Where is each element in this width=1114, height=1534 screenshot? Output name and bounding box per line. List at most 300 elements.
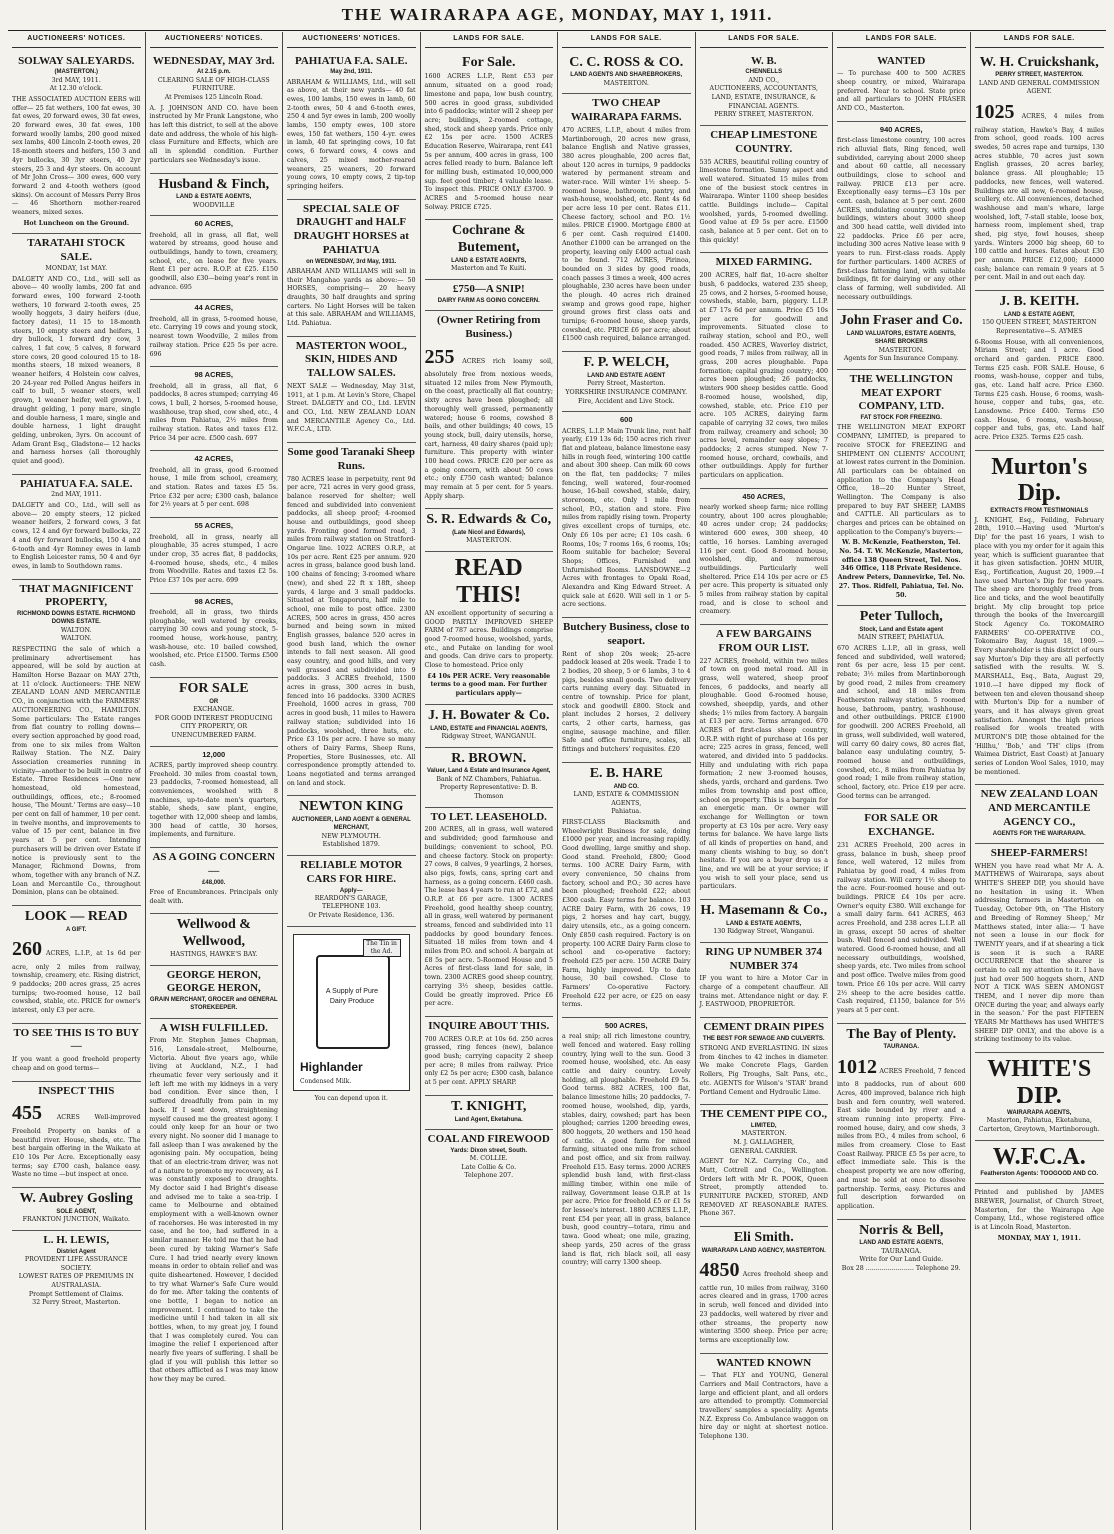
ad-line: Ridgway Street, WANGANUI. [441,732,536,740]
ad-line: 150 QUEEN STREET, MASTERTON [981,319,1097,327]
ad-body: ACRES, L.I.P., at 1s 6d per acre, only 2 miles from railway, township, creamery, etc. Rising district, 9 paddocks; 200 acres grass, 25 acres turnips; two-roomed house, 12 bail cowshed, stable, etc. PRICE for owner's interest, only £3 per acre. [12,950,141,1015]
ad-subtitle: (MASTERTON.) [54,69,99,76]
column-7 [833,32,971,1530]
ad-line: Established 1879. [322,841,380,849]
advertisement [837,52,966,122]
ad-acreage: 255 [424,345,455,368]
ad-body: AGENT for N.Z. Carrying Co., and Mutt, Cottrell and Co., Wellington. Orders left with Mr R. POOK, Queen Street, promptly attended to. FURNITURE PACKED, STORED, AND REMOVED AT REASONABLE RATES. Phone 367. [699,1158,828,1218]
ad-line: Write for Our Land Guide. [859,1256,944,1264]
ad-body: From Mr. Stephen James Chapman, 516, Lonsdale-street, Melbourne, Victoria. About five years ago, while living at Auckland, N.Z., I had rheumatic fever very seriously and it left left me with my kidneys in a very bad condition. Ever since then, I suffered dreadfully from pain in my back. If I sent down, straightening myself caused me the greatest agony. I could only keep for an hour or two every night. No sooner did I manage to fall asleep than I was awakened by the agonising pain. My occupation, being that of an electric-tram driver, was not of a nature to promote my recovery, as I was constantly exposed to draughts. My doctor said I had Bright's disease and advised me to take a sea-trip. I came to Melbourne and obtained employment with a well-known owner of racehorses. He was interested in my case, and he too, had suffered in a similar manner. He told me that he had been cured by taking Warner's Safe Cure. I had tried nearly every known means in order to obtain relief and was quite disheartened. However, I decided to try what Warner's Safe Cure would do for me. After taking the contents of one bottle, I began to notice an improvement. I continued to take the medicine until I had taken in all six bottles, when, to my great joy, I found that I was completely cured. You can imagine the relief I experienced after nearly five years of suffering. I shall be glad if you will publish this letter so that others afflicted as I was may know how they may be cured. [149,1037,278,1384]
advertisement [425,748,554,808]
ad-subtitle: WAIRARAPA LAND AGENCY, MASTERTON. [701,1247,826,1254]
advertisement [700,126,829,253]
ad-title: Some good Taranaki Sheep Runs. [287,446,415,472]
ad-title: 55 ACRES, [194,521,233,531]
ad-title: SOLWAY SALEYARDS. [18,54,135,67]
ad-line: PERRY STREET, MASTERTON. [714,111,814,119]
advertisement [425,220,554,280]
ad-title: 98 ACRES, [194,596,233,606]
advertisement [150,848,279,914]
column-heading: LANDS FOR SALE. [562,32,691,48]
ad-line: Late Collie & Co. [461,1163,517,1171]
column-6 [696,32,834,1530]
ad-body: ACRES, L.I.P. Main Trunk line, rent half yearly, £19 13s 6d; 150 acres rich river flat and plateau, balance limestone easy hills in rough feed, wintering 100 cattle and about 300 sheep. Can milk 60 cows on the flat, ten paddocks; 7 miles fencing, well watered, four-roomed house, 16-bail cowshed, stable, dairy, storeroom, etc. Only 1 mile from school, P.O., station and store. Five miles from rapidly rising town. Property gives excellent crops of turnips, etc. Only £6 10s per acre; £1 10s cash. 6 Rooms, 10s; 7 rooms 16s, 6 rooms, 10s; Room suitable for bachelor; Several Shops; Offices, Furnished and Unfurnished Rooms. LANSDOWNE—2 Acres with frontages to Opaki Road, Alexandra and King Edward Street. A quick sale at £620. Will sell in 1 or 5-acre sections. [562,427,691,609]
ad-title: 12,000 [202,749,226,759]
masthead [0,0,1114,30]
ad-subtitle: District Agent [56,1248,96,1255]
ad-title: READ THIS! [454,555,523,608]
ad-title: L. H. LEWIS, [43,1233,110,1246]
advertisement [287,927,416,1108]
ad-title: THAT MAGNIFICENT PROPERTY, [19,582,134,609]
ad-title: THE CEMENT PIPE CO., [700,1108,828,1121]
ad-title: RELIABLE MOTOR CARS FOR HIRE. [300,859,403,885]
masthead-rule [8,30,1106,31]
ad-line: Agents for Sun Insurance Company. [843,355,959,363]
advertisement [562,763,691,1018]
advertisement [425,1096,554,1130]
ad-title: John Fraser and Co. [839,313,963,329]
ad-body: freehold, all in grass, two thirds ploughable, well watered by creeks, carrying 30 cows and young stock, 5-roomed house, work-house, pantry, wash-house, etc. 10 bailed cowshed, woolshed, etc. Price £1500. Terms £500 cash. [149,608,278,669]
advertisement [287,200,416,337]
column-heading: AUCTIONEERS' NOTICES. [12,32,141,48]
advertisement [12,906,141,1024]
masthead-date: MONDAY, MAY 1, 1911. [571,5,773,24]
advertisement [837,1220,966,1279]
ad-title: MIXED FARMING. [715,256,812,269]
ad-title: (Owner Retiring from Business.) [437,314,541,340]
advertisement [425,52,554,221]
ad-title: Cochrane & Butement, [452,223,526,256]
ad-title: W. H. Cruickshank, [979,54,1099,70]
ad-line: 2nd MAY, 1911. [51,491,102,499]
ad-footer: W. B. McKenzie, Featherston, Tel. No. 54. T. W. McKenzie, Masterton, office 138 Queen Street, Tel. Nos. 346 Office, 118 Private Residence. Andrew Peters, Dannevirke, Tel. No. 27. Thos. Ridfell, Pahiatua, Tel. No. 50. [837,539,965,599]
ad-body: If you want a good freehold property cheap and on good terms— [12,1056,141,1072]
ad-body: 535 ACRES, beautiful rolling country of limestone formation. Sunny aspect and well watered. Situated 15 miles from one of the busiest stock centres in Wairarapa. Winter 1100 sheep besides cattle. Buildings include— Capital woolshed, yards, 5-roomed dwelling. Good value at £9 5s per acre. £1500 cash, balance at 5 per cent. Get on to this quickly! [699,158,828,244]
ad-subtitle: AUCTIONEER, LAND AGENT & GENERAL MERCHANT, [291,817,411,832]
ad-line: EXCHANGE. [193,705,235,713]
newspaper-columns [8,32,1108,1530]
advertisement [700,1354,829,1449]
ad-subtitle: (Late Nicol and Edwards), [452,530,526,537]
ad-subtitle: WAIRARAPA AGENTS, [1007,1109,1072,1116]
advertisement [700,943,829,1018]
ad-title: 940 ACRES, [879,124,923,134]
ad-line: 32 Perry Street, Masterton. [32,1299,121,1307]
ad-subtitle: CHENNELLS [745,69,783,76]
ad-line: Telephone 207. [464,1172,514,1180]
advertisement [700,900,829,943]
ad-body: 1600 ACRES L.I.P., Rent £53 per annum, situated on a good road; limestone and papa, low bush country, 500 acres in good grass, subdivided into 6 paddocks; winter will 2 sheep per acre; buildings, 2-roomed cottage, shed, stock and sheep yards. Price only £2 15s per acre. 1500 ACRES Education Reserve, Wairarapa, rent £41 5s per annum, 400 acres in grass, 100 acres felled ready to burn. Balance left for milling bush, estimated 10,000,000 sup. feet good timber; 4 valuable lease. To inspect this. PRICE ONLY £3700. 9 ACRES and 5-roomed house near Solway. PRICE £725. [424,73,553,211]
ad-line: NEW PLYMOUTH. [321,832,381,840]
advertisement [150,216,279,300]
ad-body: freehold, all in grass, good 6-roomed house, 1 mile from school, creamery, and station. Rates and taxes £5 5s. Price £32 per acre; £300 cash, balance for 2½ years at 5 per cent. 698 [149,466,278,509]
ad-acreage: 1012 [837,1055,877,1078]
ad-title: MASTERTON WOOL, SKIN, HIDES AND TALLOW SALES. [295,339,407,380]
ad-title: WEDNESDAY, MAY 3rd. [152,54,275,67]
advertisement [837,370,966,606]
advertisement [975,291,1105,451]
advertisement [975,844,1105,1053]
ad-paragraph [837,1054,966,1212]
ad-paragraph [975,99,1105,283]
advertisement [562,412,691,618]
column-4 [421,32,559,1530]
ad-title: Wellwood & Wellwood, [176,917,251,950]
ad-body: 470 ACRES, L.I.P., about 4 miles from Martinborough, 20 acres new grass, balance English and Native grasses, 380 acres ploughable, 200 acres flat, about 120 acres in turnips, 9 paddocks watered by permanent stream and water-race. Will winter 1½ sheep. 5-roomed house, bathroom, pantry, and wash-house, woolshed, etc. Rent 4s 6d per acre less 10 per cent. Rates £11. Cheese factory, school and P.O. 1½ miles. PRICE £1900. Mortgage £800 at 6 per cent. Cash required £1400. Another £1000 can be arranged on the property, leaving only £400 actual cash to be found. 712 ACRES, Pirinoa, bounded on 3 sides by good roads, coach passes 3 times a week, 400 acres ploughable, 230 acres have been under the plough. 40 acres rich drained swamp and grows good rape, higher ground grows first class oats and turnips; 6-roomed house, sheep yards, cowshed, etc. PRICE £6 per acre; about £1500 cash required, balance arranged. [562,126,691,343]
advertisement [150,678,279,747]
ad-line: Pahiatua. [611,808,642,816]
ad-subtitle: Land Agent, Eketahuna. [454,1116,523,1123]
ad-title: LOOK — READ [24,908,128,924]
ad-footer: £4 10s PER ACRE. Very reasonable terms to a good man. For further particulars apply— [427,672,551,698]
tin-label: The Tin in the Ad. [363,939,401,958]
ad-title: The Bay of Plenty. [846,1026,957,1042]
ad-body: ABRAHAM AND WILLIAMS will sell in their Mangahao yards as above:— 50 HORSES, comprising— 20 heavy draughts, 30 half draughts and spring carters. No Light Horses will be taken at this sale. ABRAHAM and WILLIAMS, Ltd. Pahiatua. [287,267,416,327]
ad-line: 3rd MAY, 1911. [51,76,101,84]
ad-line: MAIN STREET, PAHIATUA. [857,634,945,642]
ad-title: Eli Smith. [733,1230,794,1246]
ad-body: Rent of shop 20s week; 25-acre paddock leased at 20s week. Trade 1 to 2 bodies, 20 sheep, 5 or 6 lambs, 3 to 4 pigs, besides small goods. Two delivery carts running every day. Situated in centre of township. Price for plant, stock and goodwill £800. Stock and plant includes 2 horses, 2 delivery carts, 2 other carts, harness, gas engine, sausage machine, and filler. Safe and office furniture, scales, all fittings and butchers' requisites. £20 [562,650,691,754]
ad-title: R. BROWN. [451,750,527,766]
advertisement [700,253,829,488]
advertisement [150,300,279,367]
ad-title: WANTED KNOWN [716,1356,812,1369]
ad-paragraph [700,1257,829,1345]
ad-line: Fire, Accident and Live Stock. [578,397,675,405]
advertisement [975,1184,1105,1248]
ad-subtitle: AGENTS FOR THE WAIRARAPA. [992,830,1086,837]
ad-title: SHEEP-FARMERS! [990,846,1088,859]
ad-body: 231 ACRES Freehold, 200 acres in grass, balance in bush, sheep proof fence, well watered, 12 miles from Pahiatua by good road, 4 miles from railway station. Will carry 1½ sheep to the acre. Four-roomed house and out-buildings. PRICE £4 10s per acre. Owner's equity £380. Will exchange for a small dairy farm. 641 ACRES, 463 acres Freehold, and 238 acres L.I.P. all in grass, except 50 acres of shelter bush. Well fenced and subdivided. Well watered. Good 6-roomed house, and all necessary outbuildings, woolshed, sheep yards, etc. Two miles from school and post office. Twelve miles from good town. Price £6 10s per acre. Will carry 2½ sheep to the acre besides cattle. Cash required, £1150, balance for 5½ years at 5 per cent. [837,841,966,1014]
ad-line: At 12.30 o'clock. [49,85,103,93]
ad-line: LAND AND GENERAL COMMISSION AGENT. [978,79,1100,96]
ad-body: ACRES Freehold, 7 fenced into 8 paddocks, run of about 600 Acres, 400 improved, balance rich high bush and fern country, well watered. East side bounded by river and a stream running into property. Five-roomed house, dairy, and cow sheds, 3 miles from P.O., 4 miles from school, 6 miles from creamery. Close to East Coast Railway. PRICE £5 5s per acre, to effect immediate sale. This is the cheapest property we are now offering, and must be sold at once to dissolve partnership. Terms, easy. Pictures and full description forwarded on application. [837,1067,966,1210]
ad-title: 450 ACRES, [742,491,786,501]
ad-body: DALGETY and CO., Ltd., will sell as above— 20 empty steers, 12 picked weaner heifers, 2 forward cows, 3 fat cows, 12 4 and 6yr forward bullocks, 22 4 and 6yr forward bullocks, 150 4 and 6-tooth and 4yr Romney ewes in lamb to English Leicester rams, 50 4 and 6yr ewes, in lamb to Southdown rams. [12,502,141,570]
ad-title: A FEW BARGAINS FROM OUR LIST. [715,628,812,654]
ad-line: AUCTIONEERS, ACCOUNTANTS, LAND, ESTATE, INSURANCE, & FINANCIAL AGENTS. [709,85,818,110]
ad-body: — That FLY and YOUNG, General Carriers and Mail Contractors, have a large and efficient plant, and all orders are attended to promptly. Commercial travellers' samples a speciality. Agents N.Z. Express Co. Ambulance waggon on hire day or night at shortest notice. Telephone 130. [699,1372,828,1441]
ad-paragraph [12,936,141,1016]
advertisement [12,1082,141,1188]
column-2 [146,32,284,1530]
ad-line: CLEARING SALE OF HIGH-CLASS FURNITURE. [157,76,270,93]
ad-title: COAL AND FIREWOOD [427,1132,550,1145]
ad-subtitle: Yards: Dixon street, South. [450,1147,528,1154]
advertisement [12,580,141,906]
advertisement [837,310,966,370]
ad-subtitle: LAND AND ESTATE AGENTS, [859,1240,944,1247]
ad-body: RESPECTING the sale of which a preliminary advertisement has appeared, will be sold by auction at Hamilton Horse Bazaar on MAY 27th, at 11 o'clock. Auctioneers: THE NEW ZEALAND LOAN AND MERCANTILE CO., in conjunction with the FARMERS' AUCTIONEERING CO., HAMILTON. Some particulars: The Estate ranges from flat country to rolling downs—every section approached by good road, from one to six miles from Walton Railway Station. The N.Z. Dairy Association creameries running in vicinity—another to be built in centre of Estate. Three Residences —One new homestead, old homestead, outbuildings, offices, etc.; 8-roomed house, 'The Mount.' Terms are easy—10 per cent on fall of hammer, 10 per cent. in twelve months, and improvements to value of 15 per cent, balance in five years at 5 per cent. Intending purchasers will be driven over Estate if notice is previously sent to the Manager, Richmond Downs, from whom, together with any branch of N.Z. Loan and Mercantile Co., throughout Dominion, plans can be obtained. [12,646,141,897]
advertisement [562,352,691,412]
ad-paragraph [425,344,554,502]
advertisement [700,52,829,126]
ad-title: Murton's Dip. [991,453,1088,507]
advertisement [837,606,966,809]
ad-title: RING UP NUMBER 374 NUMBER 374 [705,945,822,972]
ad-line: Masterton and Te Kuiti. [450,265,527,273]
ad-body: FIRST-CLASS Blacksmith and Wheelwright Business for sale, doing £1000 per year, and increasing rapidly. Good dwelling, large smithy and shop. Good stand. Freehold, £800; Good terms. 100 ACRE Dairy Farm, with every convenience, 50 chains from factory, school and P.O.; 30 acres have been ploughed; freehold £22; about £300 cash. Easy terms for balance. 103 ACRE Dairy Farm, with 26 cows, 19 pigs, 2 horses and hay cart, buggy, dairy utensils, etc., as a going concern. Only £850 cash required. Factory is on property. 100 ACRE Dairy Farm close to school and co-operative factory; freehold £25 per acre. 150 ACRE Dairy Farm, highly improved. Up to date house, 30 bail cowshed. Close to Farmers' Co-operative Factory. Freehold £22 per acre, or £25 on easy terms. [562,818,691,1009]
ad-title: FOR SALE OR EXCHANGE. [864,812,939,839]
advertisement [700,1018,829,1105]
advertisement [562,52,691,95]
ad-title: TARATAHI STOCK SALE. [27,237,126,264]
ad-body: THE WELLINGTON MEAT EXPORT COMPANY, LIMITED, is prepared to receive STOCK for FREEZING and SHIPMENT ON CLIENTS' ACCOUNT, at lowest rates current in the Dominion. All particulars can be obtained on application to the Company's Head Office, 18—20 Hunter Street, Wellington. The Company is also prepared to buy FAT SHEEP, LAMBS and CATTLE. All particulars as to charges and prices can be obtained on application to the Company's buyers:— [837,424,966,536]
advertisement [12,52,141,235]
advertisement [562,94,691,352]
ad-subtitle: Featherston Agents: TOOGOOD AND CO. [980,1170,1099,1177]
ad-title: PAHIATUA F.A. SALE. [19,477,133,490]
advertisement [975,52,1105,291]
ad-title: 600 [619,415,633,425]
ad-line: HASTINGS, HAWKE'S BAY. [169,950,258,958]
ad-body: freehold, all in grass, 5-roomed house, etc. Carrying 19 cows and young stock, nearest town Woodville, 2 miles from railway station. Price £25 5s per acre. 696 [149,315,278,358]
advertisement [562,618,691,763]
ad-title: NEW ZEALAND LOAN AND MERCANTILE AGENCY CO., [980,788,1098,828]
ad-title: For Sale. [462,54,516,70]
column-heading: LANDS FOR SALE. [837,32,966,48]
ad-title: 44 ACRES, [194,303,233,313]
advertisement [12,1231,141,1313]
ad-title: S. R. Edwards & Co, [426,512,552,528]
advertisement [425,1017,554,1096]
advertisement [150,594,279,678]
advertisement [287,443,416,796]
advertisement [287,856,416,927]
ad-body: first-class limestone country, 100 acres rich alluvial flats, Ring fenced, well subdivided, carrying about 2000 sheep and about 60 cattle, all necessary outbuildings, close to school and railway. PRICE £13 per acre. Exceptionally easy terms—£3 10s per cent. cash, balance at 5 per cent. 2600 ACRES, undulating country, with good buildings, winters about 3000 sheep and 300 head cattle, well divided into 22 paddocks. Price £6 per acre, including 300 acres Native lease with 9 years to run. First-class roads. Apply for further particulars. 1400 ACRES of first-class fattening land, with suitable buildings, fit for dairying or any other class of farming, well subdivided. All necessary outbuildings. [837,137,966,301]
column-heading: AUCTIONEERS' NOTICES. [150,32,279,48]
ad-title: 42 ACRES, [194,454,233,464]
ad-title: TO LET. LEASEHOLD. [430,810,547,823]
advertisement [425,311,554,509]
ad-line: Property Representative: D. B. Thomson [439,784,538,801]
ad-line: WALTON. [60,635,92,643]
advertisement [837,809,966,1023]
ad-body: nearly worked sheep farm; nice rolling country, about 100 acres ploughable; 40 acres under crop; 24 paddocks; wintered 600 ewes, 300 sheep, 40 cattle, 16 horses. Lambing averaged 116 per cent. Good 8-roomed house, woolshed, dip, and numerous outbuildings. Particularly well sheltered. Price £14 10s per acre or £5 per acre. This property is situated only 5 miles from railway station by capital road, and is close to school and creamery. [699,504,828,616]
column-5 [558,32,696,1530]
advertisement [12,1024,141,1082]
ad-subtitle: SOLE AGENT, [56,1208,97,1215]
masthead-paper-name: THE WAIRARAPA AGE, [341,5,566,24]
ad-line: MASTERTON. [878,346,924,354]
ad-subtitle: AND CO. [613,783,639,790]
can-caption: A Supply of Pure Dairy Produce [325,987,379,1005]
ad-line: Representative—S. AYMES [995,327,1083,335]
ad-body: NEXT SALE — Wednesday, May 31st, 1911, at 1 p.m. At Levin's Store, Chapel Street. DALGETY and CO., Ltd. LEVIN and CO., Ltd. NEW ZEALAND LOAN and MERCANTILE Agency Co., Ltd. W.F.C.A., LTD. [287,382,416,434]
ad-line: MASTERTON. [741,1130,787,1138]
ad-line: Or Private Residence, 136. [308,912,395,920]
advertisement [425,509,554,552]
ad-acreage: 260 [12,938,42,961]
ad-body: J. KNIGHT, Esq., Feilding, February 28th, 1910.—Having used 'Murton's Dip' for the past 16 years, I wish to place with you my order for it again this year, which is sufficient guarantee that it has given satisfaction. JOHN MUIR, Esq., Fortification, August 20, 1909.—I have used Murton's Dip for two years. The sheep are thoroughly freed from lice and ticks, and the wool beautifully bright. My clip brought top price through the books of the Invercargill Stock Agency Co. TOKOMAIRO FARMERS' CO-OPERATIVE CO., Tokomairo Bay, August 18, 1909.—Every shareholder is this district of ours say Murton's Dip they are all perfectly satisfied with the results. W. S. MARSHALL, Esq., Bata, August 29, 1910.—I have dipped my flock of between ten and eleven thousand sheep with Murton's Dip for a number of years, and it has always given great satisfaction. Amongst the high prices realised for wools treated with MURTON'S DIP, those obtained for the 'Hillhu,' 'Bob,' and 'TH' clips (from Waimea District, East Coast) at January series of London Wool Sales, 1910, may be mentioned. [974,516,1104,776]
ad-title: WANTED [877,54,926,67]
ad-body: 670 ACRES L.I.P., all in grass, well fenced and subdivided, well watered; rent 6s per acre, less 15 per cent. rebate; 3½ miles from Martinborough by good road, 2 miles from creamery and school, and 18 miles from Featherston railway station. 5 roomed house, bathroom, pantry, washhouse, and other outbuildings. PRICE £1900 for goodwill. 200 ACRES Freehold, all in grass, well subdivided, well watered, will carry 60 dairy cows, 80 acres flat, balance easy undulating country, 5-roomed house and outbuildings, cowshed, etc., 8 miles from Pahiatua by good road; 1 mile from railway station, school, factory, etc. Price £19 per acre. Good terms can be arranged. [837,644,966,800]
ad-subtitle: LAND AGENTS AND SHAREBROKERS, [570,72,683,79]
ad-title: INQUIRE ABOUT THIS. [428,1019,550,1032]
ad-subtitle: DAIRY FARM AS GOING CONCERN. [437,297,540,304]
ad-line: WOODVILLE [192,201,235,209]
ad-title: H. Masemann & Co., [700,903,828,919]
ad-title: Peter Tulloch, [859,609,943,625]
ad-title: 500 ACRES, [604,1021,648,1030]
condensed-milk-illustration [293,934,410,1091]
ad-subtitle: FAT STOCK FOR FREEZING. [860,415,942,422]
ad-title: 98 ACRES, [194,370,233,380]
ad-body: ABRAHAM & WILLIAMS, Ltd., will sell as above, at their new yards— 40 fat ewes, 100 lambs, 150 ewes in lamb, 60 2-tooth ewes, 50 4 and 6-tooth ewes, 250 4 and 5yr ewes in lamb, 200 woolly lambs, 150 empty ewes, 100 store ewes, 150 fat wethers, 150 4-yr. ewes in lamb, 40 fat springing cows, 10 fat cows, 6 forward cows, 4 cows and calves, 25 mixed mother-reared weaners, 25 weaners, 20 forward young cows, 10 empty cows, 2 tip-top springing heifers. [287,78,416,190]
ad-line: AND CO., [748,76,780,84]
advertisement [975,1053,1105,1140]
ad-body: IF you want to hire a Motor Car in charge of a competent chauffeur. All trains met. Attendance night or day. F. J. EASTWOOD, PROPRIETOR. [699,975,828,1009]
ad-title: PAHIATUA F.A. SALE. [294,54,408,67]
ad-body: freehold, all in grass, all flat, 6 paddocks, 8 acres stumped; carrying 46 cows, 1 bull, 2 horses, 5-roomed house, washhouse, trap shed, cow shed, etc., 4 miles from Pahiatua, 2½ miles from railway station. Rates and taxes £12. Price 34 per acre. £500 cash. 697 [149,382,278,442]
column-3 [283,32,421,1530]
advertisement [425,808,554,1017]
advertisement [700,1227,829,1353]
advertisement [562,1018,691,1275]
advertisement [150,451,279,518]
ad-line: 130 Ridgway Street, Wanganui. [713,928,815,936]
ad-body: Printed and published by JAMES BREWER, Journalist, of Church Street, Masterton, for the Wairarapa Age Company, Ltd., whose registered office is at Lincoln Road, Masterton. [974,1189,1104,1231]
ad-acreage: 1025 [974,101,1015,124]
advertisement [425,705,554,748]
advertisement [12,1188,141,1231]
ad-title: C. C. ROSS & CO. [569,54,684,70]
ad-line: YORKSHIRE INSURANCE COMPANY. [565,388,688,396]
ad-line: TELEPHONE 103. [321,903,381,911]
ad-title: W. B. [750,54,777,67]
ad-body: — To purchase 400 to 500 ACRES sheep country, or mixed, Wairarapa preferred. Near to school. State price and all particulars to JOHN FRASER AND CO., Masterton. [837,70,966,113]
advertisement [150,174,279,217]
ad-subtitle: Condensed Milk. [300,1077,352,1085]
ad-body: freehold, all in grass, all flat, well watered by streams, good house and outbuildings, handy to town, creamery, school, etc., on lease for five years. Rent £1 per acre. R.O.P. at £25. £150 goodwill, also £30—being year's rent in advance. 695 [149,231,278,291]
ad-line: Box 28 ........................ Telephone 29. [841,1265,961,1272]
advertisement [150,367,279,451]
ad-title: Highlander [300,1060,363,1075]
ad-line: Bank of NZ Chambers, Pahiatua. [436,775,542,783]
ad-subtitle: Stock, Land and Estate agent [859,627,944,634]
advertisement [837,122,966,310]
advertisement [12,475,141,580]
ad-line: MASTERTON. [603,79,649,87]
advertisement [150,518,279,593]
ad-line: M. J. GALLAGHER, [733,1138,795,1146]
advertisement [425,1130,554,1186]
ad-body: STRONG AND EVERLASTING. IN sizes from 4inches to 42 inches in diameter. We make Concrete Flags, Garden Rollers, Pig Troughs, Salt Pans, etc., etc. AGENTS for Wilson's 'STAR' brand Portland Cement and Hydraulic Lime. [699,1045,828,1096]
advertisement [975,451,1105,786]
ad-title: NEWTON KING [299,799,404,815]
ad-title: F. P. WELCH, [583,355,669,371]
ad-subtitle: LAND VALUATORS, ESTATE AGENTS, SHARE BROKERS [846,331,956,346]
ad-subtitle: TAURANGA. [883,1044,920,1051]
advertisement [700,1105,829,1227]
ad-title: WHITE'S DIP. [987,1056,1092,1109]
ad-line: WALTON. [60,626,92,634]
ad-title: GEORGE HERON, GEORGE HERON, [166,968,261,995]
ad-title: E. B. HARE [589,765,663,781]
ad-footer: MONDAY, MAY 1, 1911. [997,1234,1081,1242]
ad-subtitle: Valuer, Land & Estate and Insurance Agent, [427,768,551,775]
ad-body: ACRES rich loamy soil, absolutely free from noxious weeds, situated 12 miles from New Plymouth, on the coast, practically all flat country; sixty acres have been ploughed; all thoroughly well grassed, permanently watered; house 6 rooms, cowshed 8 bails, and other buildings; 40 cows, 15 young stock, bull, dairy utensils, horse, cart, harness, 40 dairy shares (paid up); furniture. This property with winter 100 head cows. PRICE £20 per acre as a going concern, with about 50 cows etc.; only £750 cash wanted; balance may remain at 5 per cent. for 5 years. Apply sharp. [424,357,553,500]
advertisement [700,489,829,625]
ad-line: LOWEST RATES OF PREMIUMS IN AUSTRALASIA. [18,1273,134,1289]
advertisement [150,52,279,174]
ad-line: FOR GOOD INTEREST PRODUCING CITY PROPERTY, OR UNENCUMBERED FARM. [154,714,273,739]
advertisement [975,1141,1105,1185]
ad-title: SPECIAL SALE OF DRAUGHT and HALF DRAUGHT HORSES at PAHIATUA [293,202,409,256]
ad-body: a real snip; all rich limestone country, well fenced and watered. Easy rolling country, lying well to the sun. Good 3 roomed house, woolshed, etc. An easy cattle and dairy country. Lovely holding, all ploughable. Freehold £9 5s. Good terms. 882 ACRES, 100 flat, balance limestone hills; 20 paddocks, 7-roomed house, woolshed, dip, yards, stables, dairy, cowshed; part has been ploughed; carries 1200 breeding ewes, 800 hoggets, 20 wethers and 150 head of cattle. A good farm for mixed farming, situated one mile from school and post office, and six from railway. Freehold £15. Easy terms. 2000 ACRES splendid bush land, with first-class milling timber, within one mile of railway, Government lease O.R.P. at 1s per acre. Price for freehold £5 or £1 5s for lessee's interest. 1880 ACRES L.I.P., rent £54 per year, all in grass, balance bush, good country—totara, rimu and tawa. Good wheat; one mile, grazing, sheep yards, 250 acres of the grass land is flat, rich black soil, all easy country; will carry 1300 sheep. [562,1033,691,1267]
ad-body: 780 ACRES lease in perpetuity, rent 9d per acre, 721 acres in very good grass, balance reserved for shelter; well fenced and subdivided into convenient paddocks, all sheep proof; 4-roomed house and outbuildings, good sheep yards. Fronting good formed road, 3 miles from railway station on Stratford-Ongarue line. 1022 ACRES O.R.P., at 10s per acre. Rent £25 per annum. 920 acres in grass, balance good bush land. 100 chains of fencing; 3-roomed whare (new), and shed 22 ft x 18ft, sheep yards, 4 large and 3 small paddocks. Situated at Tongaporutu, half mile to school, one mile to post office. 2300 ACRES, 500 acres in grass, 450 acres burned and being sown in mixed English grasses, balance 520 acres in good bush land, which the owner intends to fall next season. All good easy country, and good hills, and very well grassed and subdivided into 9 paddocks. 3 ACRES freehold, 1500 acres in grass, 300 acres in bush, fenced into 16 paddocks. 3300 ACRES Freehold, 1600 acres in grass, 700 acres in good bush, 11 miles to Hawera railway station; subdivided into 16 paddocks, woolshed, three huts, etc. Price £3 10s per acre. I have so many others of Dairy Farms, Sheep Runs, Properties, Store Businesses, etc. All correspondence promptly attended to. Loans negotiated and terms arranged on land and stock. [287,475,416,787]
ad-body: Acres freehold sheep and cattle run, 10 miles from railway, 3160 acres cleared and in grass, 1700 acres in scrub, well fenced and divided into 23 paddocks, well watered by river and other streams, the property now wintering 3500 sheep. Price per acre; terms are exceptionally low. [699,1271,828,1344]
ad-subtitle: A GIFT. [66,926,87,933]
ad-line: PROVIDENT LIFE ASSURANCE SOCIETY. [24,1255,128,1272]
ad-title: CEMENT DRAIN PIPES [703,1021,825,1034]
ad-paragraph [12,1100,141,1180]
ad-line: You can depend upon it. [314,1094,388,1102]
ad-line: TAURANGA. [881,1247,922,1255]
ad-subtitle: Apply— [339,887,363,894]
column-heading: LANDS FOR SALE. [425,32,554,48]
ad-line: FRANKTON JUNCTION, Waikato. [22,1216,130,1224]
ad-subtitle: RICHMOND DOWNS ESTATE. RICHMOND DOWNS ESTATE. [17,611,136,626]
ad-subtitle: on WEDNESDAY, 3rd May, 1911. [306,258,397,265]
advertisement [700,625,829,900]
advertisement [150,966,279,1019]
ad-subtitle: LAND & ESTATE AGENTS, [451,258,527,265]
advertisement [837,1024,966,1220]
ad-body: THE ASSOCIATED AUCTION EERS will offer— 25 fat wethers, 100 fat ewes, 30 fat ewes, 20 forward ewes, 30 fat ewes, 20 forward ewes, 30 fat ewes, 100 forward woolly lambs, 200 good mixed sex lambs, 400 Lincoln 2-tooth ewes, 20 18-month steers and heifers, 150 3 and 4yr bullocks, 30 3yr steers, 40 2yr steers, 25 3 and 4yr steers. On account of Mr John Cross— 300 ewes, 600 very forward 2 and 4-tooth wethers (good skins). On account of Messrs Perry Bros— 46 Shorthorn mother-reared weaners, mixed sexes. [12,96,141,216]
advertisement [287,796,416,856]
ad-line: REARDON'S GARAGE, [314,894,388,902]
ad-body: AN excellent opportunity of securing a GOOD PARTLY IMPROVED SHEEP FARM of 787 acres. Buildings comprise good 7-roomed house, woolshed, yards, etc., and Putake on landing for wool and goods. Can drive cars to property. Close to homestead. Price only [424,609,553,670]
ad-line: Prompt Settlement of Claims. [28,1290,124,1298]
advertisement [150,747,279,849]
column-heading: LANDS FOR SALE. [700,32,829,48]
ad-subtitle: PERRY STREET, MASTERTON. [995,72,1084,79]
ad-line: MASTERTON. [466,537,512,545]
ad-subtitle: LAND & ESTATE AGENT, [1003,311,1075,318]
column-1 [8,32,146,1530]
ad-subtitle: £48,000. [202,879,226,886]
ad-body: WHEN you have read what Mr A. A. MATTHEWS of Wairarapa, says about WHITE'S SHEEP DIP, you should have no hesitation in using it. When addressing farmers in Masterton on Tuesday, October 9th, on 'The History and Breeding of Romney Sheep,' Mr Matthews stated, inter alia:— 'I have not seen a louse in our flock for TWENTY years, and if at shearing a tick is seen it is such a RARE OCCURRENCE that the shearer is certain to call my attention to it. I have just had over 500 hoggets shorn, AND NOT A TICK WAS SEEN AMONGST THEM, and I never dip more than ONCE during the year, and always early in the season.' For the past FIFTEEN YEARS Mr Matthews has used WHITE'S SHEEP DIP ONLY, and the above is a striking testimony to its value. [974,862,1104,1044]
ad-title: TWO CHEAP WAIRARAPA FARMS. [570,97,682,124]
ad-title: 60 ACRES, [194,219,233,229]
ad-body: DALGETY AND CO., Ltd., will sell as above— 40 woolly lambs, 200 fat and forward ewes, 100 forward 2-tooth wethers, 10 forward 2-tooth ewes, 25 woolly hoggets, 3 dairy heifers (due, factory dates), 11 15 to 18-month steers, 10 empty steers and heifers, 1 dry bullock, 1 forward dry cow, 3 calves, 1 fat cow, 5 calves, 8 forward store cows, 20 good coloured 15 to 18-months steers, 18 mixed weaners, 8 weaner heifers, 4 Holstein cow calves, 20 24-year red Polled Angus heifers in calf to bull, 5 weaner steers, well grown, 1 weaner heifer, well grown, 1 draught gelding, 1 pony mare, single and double harness, 1 mare, single and double harness, 1 light draught gelding, unbroken, 3yrs. On account of Adam Grant Esq., Gladstone— 12 hacks and harness horses (all thoroughly quiet and good). [12,275,141,465]
ad-body: 200 ACRES, half flat, 10-acre shelter bush, 6 paddocks, watered 235 sheep, 25 cows, and 2 horses, 5-roomed house, cowsheds, stable, barn, piggery. L.I.P. at £7 17s 6d per annum. Price £5 10s per acre for goodwill and improvements. Situated close to railway station, school and P.O., well roaded. 450 ACRES, Waverley district, good roads, 7 miles from railway, all in grass, 200 acres ploughable. Papa formation; capital grazing country; 400 acres been ploughed; 26 paddocks, winters 900 sheep besides cattle. Good 8-roomed house, woolshed, dip, cowshed, stable, etc. Price £10 per acre. 105 ACRES, dairying farm capable of carrying 32 cows, two miles from railway, creamery and school; 30 acres level, remainder easy slopes; 7 paddocks; 2 acres stumped. New 7-roomed house, orchard, cowbails, and other outbuildings. Apply for further particulars on application. [699,272,828,480]
ad-line: Masterton, Pahiatua, Eketahuna, Carterton, Greytown, Martinborough. [978,1117,1100,1133]
ad-subtitle: LAND & ESTATE AGENTS, [726,920,802,927]
ad-line: LAND, ESTATE & COMMISSION AGENTS, [573,790,679,807]
ad-title: Butchery Business, close to seaport. [563,621,690,647]
advertisement [150,914,279,965]
ad-body: 700 ACRES O.R.P. at 10s 6d. 250 acres grassed, ring fences (new), balance good bush; carrying capacity 2 sheep per acre; 8 miles from railway. Price only £2 5s per acre; £300 cash, balance at 5 per cent. APPLY SHARP. [424,1035,553,1087]
ad-title: A WISH FULFILLED. [159,1021,268,1034]
ad-footer: Hot Luncheon on the Ground. [23,219,130,227]
ad-body: 200 ACRES, all in grass, well watered and subdivided; good farmhouse and buildings; convenient to school, P.O. and cheese factory. Stock on property: 27 cows, 8 calves, 9 yearlings, 2 horses, also pigs, fowls, cans, spring cart and harness, as a going concern. £460 cash. The lease has 4 years to run at £72, and O.R.P. at £6 per acre. 1300 ACRES Freehold, good healthy sheep country, all in grass, well watered by permanent streams, fenced and subdivided into 11 paddocks by good boundary fences. Situated 18 miles from town and 4 miles from P.O. and school. A bargain at £8 5s per acre. 5-Roomed House and 5 Acres of first-class land for sale, in town. 2300 ACRES good sheep country, carrying 3½ sheep, besides cattle. Could be greatly improved. Price £6 per acre. [424,826,553,1008]
ad-body: ACRES, partly improved sheep country. Freehold. 30 miles from coastal town, 23 paddocks, 7-roomed homestead, all conveniences, woolshed with 8 machines, up-to-date men's quarters, stable, sheds, saw plant, engine, together with 12,000 sheep and lambs, 300 head of cattle, 30 horses, implements, and furniture. [149,761,278,839]
ad-body: ACRES Well-improved Freehold Property on banks of a beautiful river. House, sheds, etc. The best bargain offering in the Waikato at £10 10s Per Acre. Exceptionally easy terms; say £700 cash, balance easy. Waste no time —but inspect at once. [12,1114,141,1179]
column-heading: AUCTIONEERS' NOTICES. [287,32,416,48]
ad-body: A. J. JOHNSON AND CO. have been instructed by Mr Frank Langstone, who has left this district, to sell at the above date and address, the whole of his high-class Furniture and Effects, which are all in splendid condition. Further particulars see Wednesday's issue. [149,104,278,164]
ad-acreage: 4850 [699,1259,740,1282]
ad-body: 227 ACRES, freehold, within two miles of town on good metal road. All in grass, well watered, sheep proof fences, 6 paddocks, and nearly all ploughable. Good 6-roomed house, cowshed, sheepdip, yards, and other sheds; 1½ miles from factory. A bargain at £13 per acre. Terms arranged. 670 ACRES of first-class sheep country, O.R.P. with right of purchase at 16s per acre; 225 acres in grass, fenced, well watered, and divided into 5 paddocks. Hilly and undulating with rich papa formation; 2 new 3-roomed houses, sheds, yards, orchard and gardens. Two miles from township and post office, school on property. This is a bargain for an energetic man. Or owner will exchange for Wellington or town property at £3 10s per acre. Very easy terms for balance. We have large lists of all kinds of properties on hand, and many clients wishing to buy, so don't hesitate. If you are a buyer drop us a line, and we will be at your service; if you wish to sell your place, send us particulars. [699,657,828,891]
advertisement [287,52,416,200]
ad-title: J. B. KEITH. [999,294,1080,310]
ad-title: £750—A SNIP! [452,283,525,295]
ad-line: GENERAL CARRIER. [729,1147,798,1155]
ad-title: J. H. Bowater & Co. [428,707,550,723]
ad-body: ACRES, 4 miles from railway station, Hawke's Bay, 4 miles from school, good roads. 100 acres swedes, 50 acres rape and turnips, 130 acres stubble, 70 acres just sown English grasses, 20 acres barley, balance grass. All ploughable; 15 paddocks, new fences, well watered. Buildings are all new, 6-roomed house, scullery, etc. All conveniences, detached washhouse and man's whare, large woolshed, loft, 7-stall stable, loose box, harness room, implement shed, trap shed, pig stye, fowl houses, sheep yards. Winters 2000 big sheep, 60 to 100 cattle and horses. Rates about £30 per annum. PRICE £12,000; £4000 cash; balance can remain 9 years at 5 per cent. Mail in and out each day. [974,113,1104,282]
